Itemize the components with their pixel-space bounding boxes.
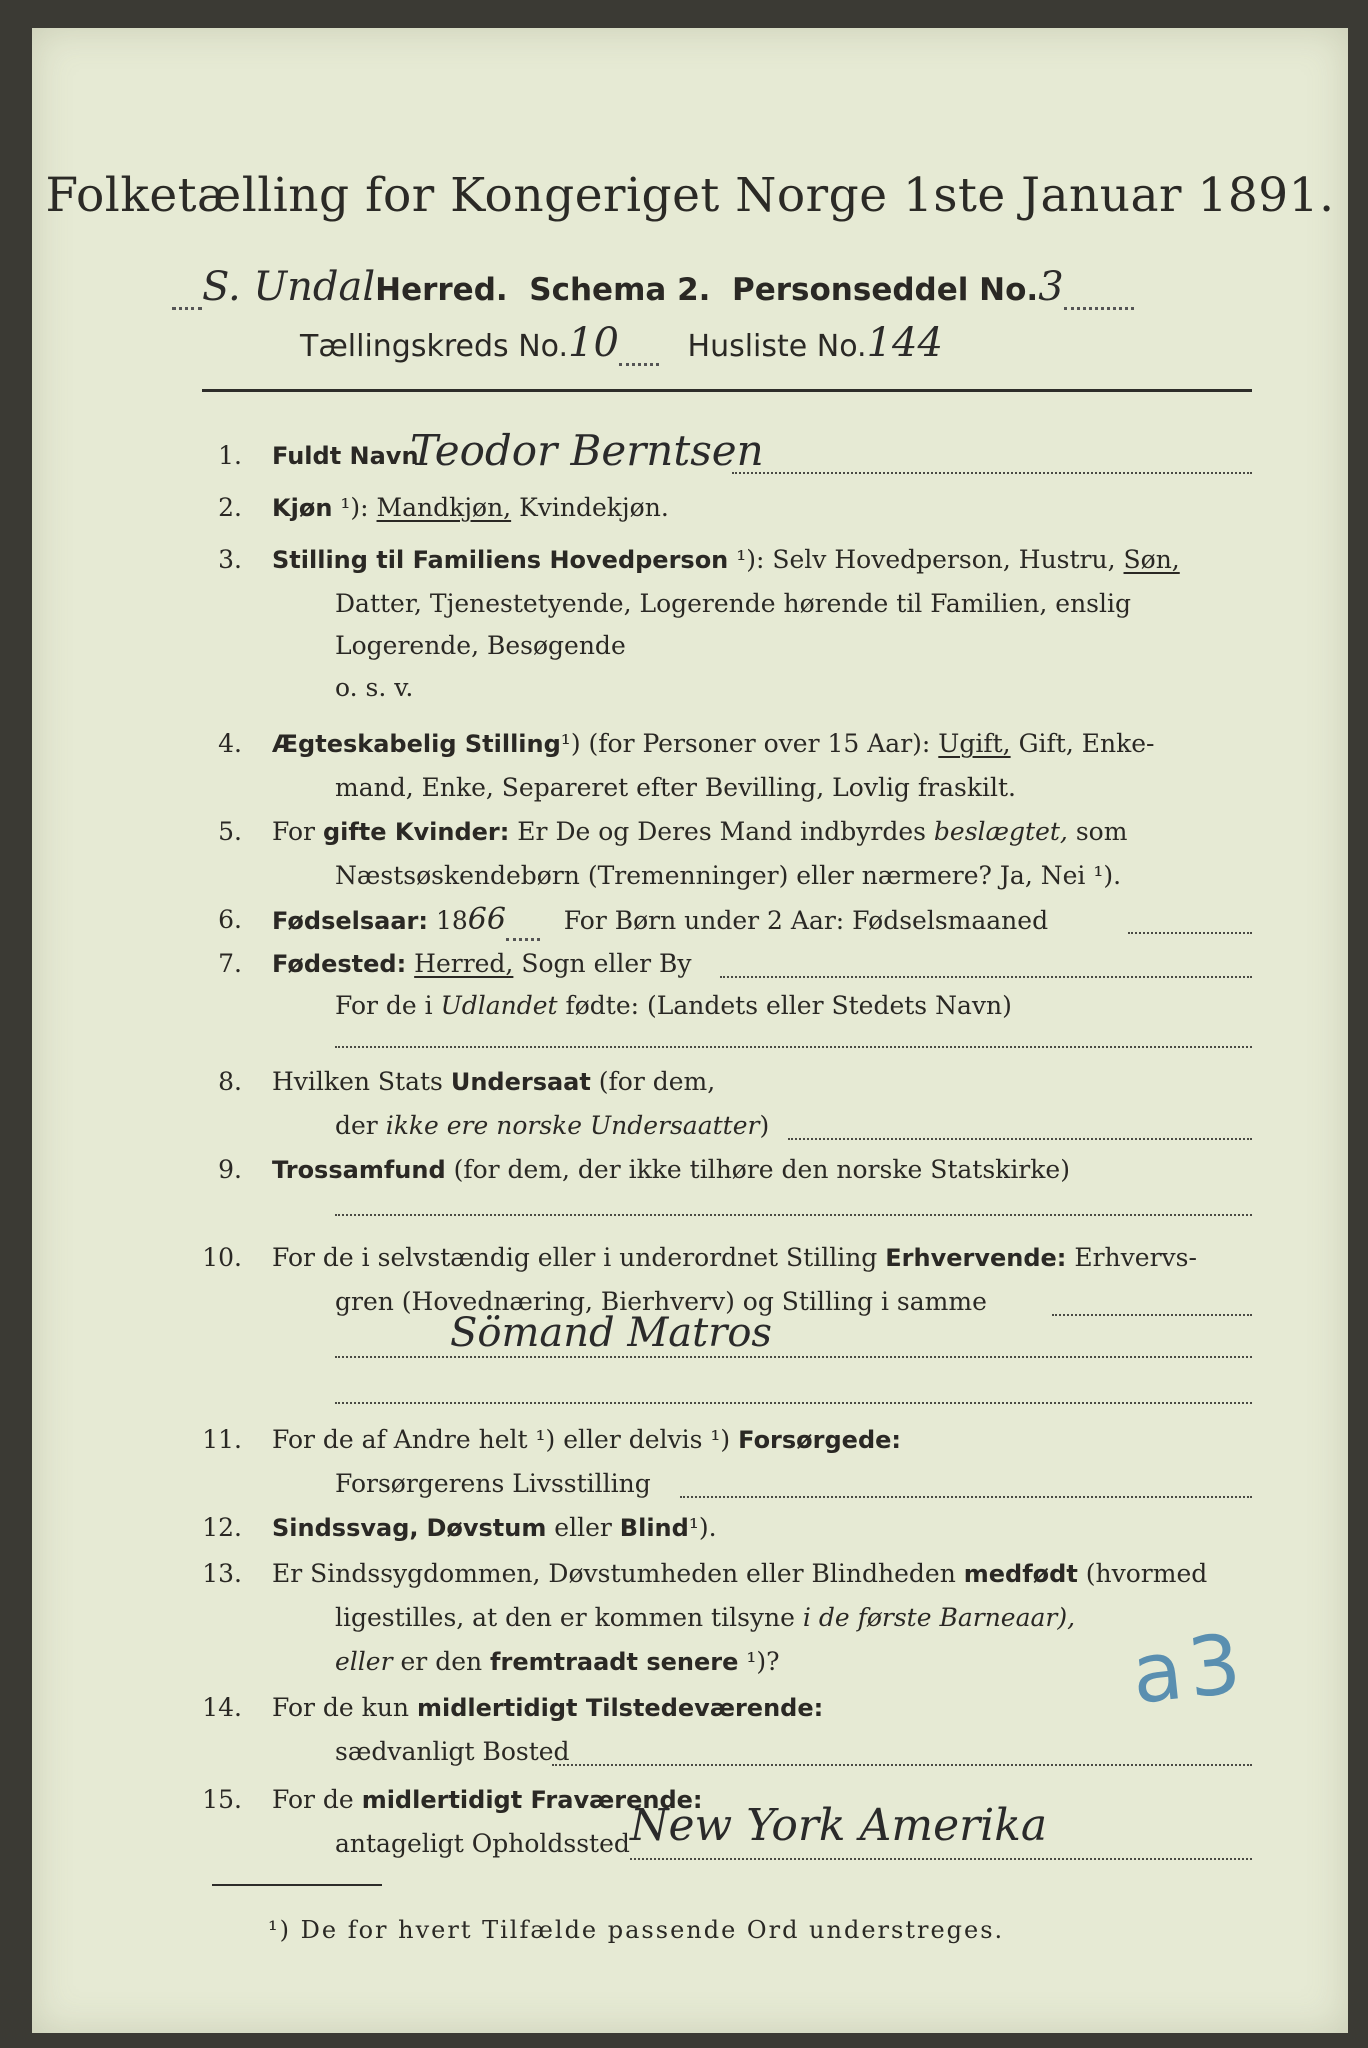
footnote-marker: ¹). bbox=[688, 1513, 717, 1542]
question-text: (for Personer over 15 Aar): bbox=[588, 729, 931, 758]
question-text: ligestilles, at den er kommen tilsyne bbox=[335, 1603, 795, 1632]
question-number: 10. bbox=[202, 1243, 242, 1272]
kreds-number: 10 bbox=[568, 320, 619, 366]
question-label: Trossamfund bbox=[272, 1156, 446, 1184]
question-label: Kjøn bbox=[272, 494, 333, 522]
selected-option-mandkjon: Mandkjøn, bbox=[376, 493, 512, 522]
question-text: For bbox=[272, 817, 315, 846]
dotted-leader bbox=[335, 1214, 1252, 1216]
option-text: o. s. v. bbox=[335, 673, 414, 702]
question-text: antageligt Opholdssted bbox=[335, 1829, 630, 1858]
question-text: (hvormed bbox=[1085, 1559, 1208, 1588]
question-text: Forsørgerens Livsstilling bbox=[335, 1469, 651, 1498]
question-text: For de i bbox=[335, 991, 433, 1020]
kreds-label: Tællingskreds No. bbox=[300, 329, 568, 364]
question-text: Næstsøskendebørn (Tremenninger) eller nærmere? Ja, Nei ¹). bbox=[335, 861, 1122, 890]
footnote-marker: ¹)? bbox=[746, 1647, 780, 1676]
question-label: Undersaat bbox=[450, 1068, 591, 1096]
question-number: 6. bbox=[218, 905, 242, 934]
question-text-italic: i de første Barneaar), bbox=[802, 1603, 1076, 1632]
option-text: Datter, Tjenestetyende, Logerende hørende til Familien, enslig bbox=[335, 589, 1132, 618]
question-label: midlertidigt Tilstedeværende: bbox=[416, 1694, 824, 1722]
selected-option-ugift: Ugift, bbox=[938, 729, 1011, 758]
name-answer-handwritten: Teodor Berntsen bbox=[410, 426, 764, 475]
question-number: 3. bbox=[218, 545, 242, 574]
question-label: gifte Kvinder: bbox=[322, 818, 510, 846]
husliste-number: 144 bbox=[866, 320, 943, 366]
question-number: 15. bbox=[202, 1785, 242, 1814]
personseddel-number: 3 bbox=[1038, 264, 1064, 310]
question-text: Er Sindssygdommen, Døvstumheden eller Blindheden bbox=[272, 1559, 956, 1588]
herred-header bbox=[172, 264, 1134, 310]
dotted-leader bbox=[1064, 307, 1134, 310]
kreds-header bbox=[300, 320, 943, 366]
question-number: 12. bbox=[202, 1513, 242, 1542]
question-number: 8. bbox=[218, 1067, 242, 1096]
dotted-leader bbox=[1052, 1314, 1252, 1316]
herred-handwritten: S. Undal bbox=[202, 264, 376, 310]
question-label: Sindssvag, bbox=[272, 1514, 419, 1542]
option-text: mand, Enke, Separeret efter Bevilling, Lovlig fraskilt. bbox=[335, 773, 1016, 802]
question-number: 11. bbox=[202, 1425, 242, 1454]
dotted-leader bbox=[680, 1496, 1252, 1498]
header-rule bbox=[202, 389, 1252, 392]
footnote-marker: ¹) bbox=[560, 729, 581, 758]
question-text: ) bbox=[759, 1111, 770, 1140]
selected-option-son: Søn, bbox=[1123, 545, 1180, 574]
year-prefix: 18 bbox=[435, 906, 468, 935]
question-text: eller bbox=[554, 1513, 612, 1542]
dotted-leader bbox=[630, 1858, 1252, 1860]
question-label: Erhvervende: bbox=[885, 1244, 1067, 1272]
question-number: 14. bbox=[202, 1693, 242, 1722]
question-label: Forsørgede: bbox=[738, 1426, 902, 1454]
occupation-answer-handwritten: Sömand Matros bbox=[450, 1310, 772, 1356]
footnote: ¹) De for hvert Tilfælde passende Ord understreges. bbox=[268, 1916, 1005, 1944]
option-text: Logerende, Besøgende bbox=[335, 631, 626, 660]
question-number: 2. bbox=[218, 493, 242, 522]
dotted-leader bbox=[619, 363, 659, 366]
margin-note-handwritten: a3 bbox=[1127, 1616, 1252, 1723]
herred-label: Herred. bbox=[375, 272, 508, 308]
question-text: er den bbox=[400, 1647, 483, 1676]
dotted-leader bbox=[1128, 932, 1252, 934]
selected-option-herred: Herred, bbox=[414, 949, 514, 978]
dotted-leader bbox=[732, 472, 1252, 474]
question-text-italic: Udlandet bbox=[440, 991, 558, 1020]
question-text: For de kun bbox=[272, 1693, 410, 1722]
dotted-leader bbox=[506, 938, 540, 941]
dotted-leader bbox=[335, 1356, 1252, 1358]
question-number: 5. bbox=[218, 817, 242, 846]
option-text: Gift, Enke- bbox=[1018, 729, 1155, 758]
dotted-leader bbox=[335, 1046, 1252, 1048]
form-title: Folketælling for Kongeriget Norge 1ste Januar 1891. bbox=[45, 168, 1335, 223]
question-label: Blind bbox=[619, 1514, 689, 1542]
dotted-leader bbox=[335, 1402, 1252, 1404]
question-text: For Børn under 2 Aar: Fødselsmaaned bbox=[563, 906, 1049, 935]
dotted-leader bbox=[720, 976, 1252, 978]
question-number: 4. bbox=[218, 729, 242, 758]
dotted-leader bbox=[552, 1764, 1252, 1766]
question-text: som bbox=[1075, 817, 1128, 846]
question-text: sædvanligt Bosted bbox=[335, 1737, 570, 1766]
question-label: Fuldt Navn bbox=[272, 442, 419, 470]
footnote-rule bbox=[212, 1884, 382, 1886]
personseddel-label: Personseddel No. bbox=[732, 272, 1039, 308]
question-text: fødte: (Landets eller Stedets Navn) bbox=[565, 991, 1012, 1020]
husliste-label: Husliste No. bbox=[687, 329, 867, 364]
question-text: der bbox=[335, 1111, 378, 1140]
question-label: Fødselsaar: bbox=[272, 907, 428, 935]
census-form-sheet bbox=[32, 28, 1348, 2033]
question-text: (for dem, der ikke tilhøre den norske Statskirke) bbox=[453, 1155, 1070, 1184]
question-text: For de i selvstændig eller i underordnet Stilling bbox=[272, 1243, 878, 1272]
question-text: Hvilken Stats bbox=[272, 1067, 443, 1096]
question-text-italic: beslægtet, bbox=[933, 817, 1068, 846]
question-label: Ægteskabelig Stilling bbox=[272, 730, 561, 758]
question-label: Fødested: bbox=[272, 950, 407, 978]
question-number: 7. bbox=[218, 949, 242, 978]
question-text: gren (Hovednæring, Bierhverv) og Stilling i samme bbox=[335, 1287, 987, 1316]
footnote-marker: ¹): bbox=[736, 545, 765, 574]
question-label: midlertidigt Fraværende: bbox=[361, 1786, 703, 1814]
footnote-marker: ¹): bbox=[340, 493, 369, 522]
question-number: 1. bbox=[218, 441, 242, 470]
question-number: 9. bbox=[218, 1155, 242, 1184]
schema-label: Schema 2. bbox=[529, 272, 711, 308]
option-kvindekjon: Kvindekjøn. bbox=[519, 493, 669, 522]
dotted-leader bbox=[788, 1138, 1252, 1140]
question-text: Er De og Deres Mand indbyrdes bbox=[517, 817, 926, 846]
residence-answer-handwritten: New York Amerika bbox=[630, 1800, 1048, 1851]
dotted-leader bbox=[172, 307, 202, 310]
question-label: Døvstum bbox=[426, 1514, 547, 1542]
question-text-italic: ikke ere norske Undersaatter bbox=[385, 1111, 760, 1140]
question-number: 13. bbox=[202, 1559, 242, 1588]
question-text: Erhvervs- bbox=[1074, 1243, 1197, 1272]
question-label: fremtraadt senere bbox=[490, 1648, 739, 1676]
birth-year-handwritten: 66 bbox=[467, 902, 506, 937]
question-text: (for dem, bbox=[598, 1067, 716, 1096]
option-text: Selv Hovedperson, Hustru, bbox=[772, 545, 1116, 574]
question-label: Stilling til Familiens Hovedperson bbox=[272, 546, 729, 574]
question-label: medfødt bbox=[963, 1560, 1078, 1588]
option-text: Sogn eller By bbox=[521, 949, 692, 978]
question-text: For de bbox=[272, 1785, 354, 1814]
question-text: For de af Andre helt ¹) eller delvis ¹) bbox=[272, 1425, 731, 1454]
question-text-italic: eller bbox=[335, 1647, 393, 1676]
